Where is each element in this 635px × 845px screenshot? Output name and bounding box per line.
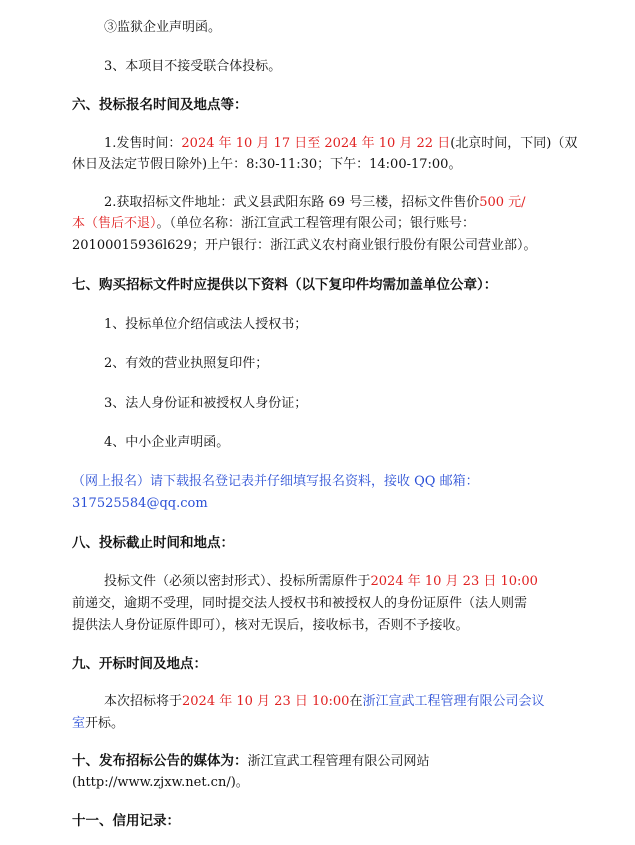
opening-text: 本次招标将于 bbox=[104, 694, 183, 709]
deadline-text: 投标文件（必须以密封形式）、投标所需原件于 bbox=[104, 574, 371, 589]
prison-enterprise-letter: ③监狱企业声明函。 bbox=[104, 20, 222, 35]
deadline-date: 2024 年 10 月 23 日 10:00 bbox=[370, 574, 538, 589]
section-8-heading: 八、投标截止时间和地点： bbox=[72, 535, 234, 551]
bank-account-line: 20100015936l629；开户银行：浙江武义农村商业银行股份有限公司营业部）。 bbox=[72, 238, 537, 253]
opening-line-1 bbox=[104, 694, 544, 710]
section-7-heading: 七、购买招标文件时应提供以下资料（以下复印件均需加盖单位公章）： bbox=[72, 277, 498, 293]
sale-time-line-2: 休日及法定节假日除外)上午：8:30-11:30；下午：14:00-17:00。 bbox=[72, 157, 462, 172]
sale-time-dates: 2024 年 10 月 17 日至 2024 年 10 月 22 日 bbox=[181, 136, 451, 151]
material-item-3: 3、法人身份证和被授权人身份证； bbox=[104, 396, 308, 411]
document-address: 2.获取招标文件地址：武义县武阳东路 69 号三楼，招标文件售价 bbox=[104, 195, 480, 210]
media-name: 浙江宣武工程管理有限公司网站 bbox=[247, 754, 430, 769]
no-consortium-note: 3、本项目不接受联合体投标。 bbox=[104, 59, 282, 74]
deadline-line-2: 前递交，逾期不受理，同时提交法人授权书和被授权人的身份证原件（法人则需 bbox=[72, 596, 528, 611]
sale-time-line-1 bbox=[104, 136, 577, 152]
material-item-2: 2、有效的营业执照复印件； bbox=[104, 356, 269, 371]
opening-line-2 bbox=[72, 716, 124, 732]
opening-place: 浙江宣武工程管理有限公司会议 bbox=[362, 694, 545, 709]
qq-email-address[interactable]: 317525584@qq.com bbox=[72, 496, 208, 511]
sale-time-label: 1.发售时间： bbox=[104, 136, 182, 151]
company-name-bank: 。（单位名称：浙江宣武工程管理有限公司；银行账号： bbox=[156, 216, 476, 231]
online-registration-note: （网上报名）请下载报名登记表并仔细填写报名资料，接收 QQ 邮箱： bbox=[72, 474, 479, 489]
sale-time-timezone: (北京时间，下同)（双 bbox=[450, 136, 578, 151]
opening-place-end: 室 bbox=[72, 716, 86, 731]
opening-date: 2024 年 10 月 23 日 10:00 bbox=[182, 694, 350, 709]
media-url[interactable]: (http://www.zjxw.net.cn/)。 bbox=[72, 775, 249, 790]
opening-end: 开标。 bbox=[85, 716, 125, 731]
document-address-line-1 bbox=[104, 195, 526, 211]
section-9-heading: 九、开标时间及地点： bbox=[72, 656, 207, 672]
section-6-heading: 六、投标报名时间及地点等： bbox=[72, 97, 248, 113]
deadline-line-3: 提供法人身份证原件即可），核对无误后，接收标书，否则不予接收。 bbox=[72, 618, 469, 633]
section-10-heading: 十、发布招标公告的媒体为： bbox=[72, 753, 248, 769]
document-address-line-2 bbox=[72, 216, 475, 232]
document-price: 500 元/ bbox=[479, 195, 526, 210]
section-10-line bbox=[72, 753, 430, 770]
document-price-unit: 本（售后不退） bbox=[72, 216, 157, 231]
material-item-4: 4、中小企业声明函。 bbox=[104, 435, 230, 450]
deadline-line-1 bbox=[104, 574, 538, 590]
opening-at: 在 bbox=[349, 694, 363, 709]
section-11-heading: 十一、信用记录： bbox=[72, 813, 180, 829]
material-item-1: 1、投标单位介绍信或法人授权书； bbox=[104, 317, 308, 332]
